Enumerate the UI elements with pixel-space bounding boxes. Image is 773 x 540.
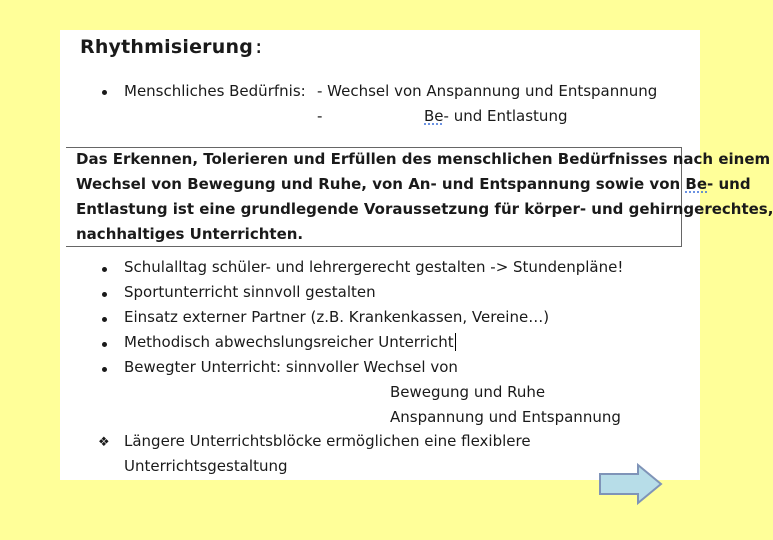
needs-line-2-rest: - und Entlastung [443, 107, 568, 125]
bullet-icon [102, 267, 107, 272]
definition-line-2-end: - und [707, 175, 751, 193]
title-colon: : [253, 36, 265, 58]
list-item-1: Schulalltag schüler- und lehrergerecht gestalten -> Stundenpläne! [124, 258, 624, 276]
definition-line-1: Das Erkennen, Tolerieren und Erfüllen des menschlichen Bedürfnisses nach einem [76, 150, 771, 168]
bullet-icon [102, 90, 107, 95]
slide [60, 30, 773, 480]
diamond-item-line-2: Unterrichtsgestaltung [124, 457, 288, 475]
slide-title [80, 36, 265, 58]
list-item-4-text: Methodisch abwechslungsreicher Unterricht [124, 333, 454, 351]
needs-line-2-prefix: Be [424, 107, 444, 125]
definition-line-2-text: Wechsel von Bewegung und Ruhe, von An- und Entspannung sowie von [76, 175, 686, 193]
needs-label: Menschliches Bedürfnis: [124, 82, 306, 100]
needs-line-1: - Wechsel von Anspannung und Entspannung [317, 82, 658, 100]
bullet-icon [102, 317, 107, 322]
list-item-5: Bewegter Unterricht: sinnvoller Wechsel von [124, 358, 458, 376]
bullet-icon [102, 342, 107, 347]
definition-line-2-prefix: Be [685, 175, 708, 193]
bullet-icon [102, 292, 107, 297]
needs-line-2 [424, 107, 567, 125]
sub-item-2: Anspannung und Entspannung [390, 408, 621, 426]
definition-box [66, 147, 773, 247]
definition-line-4: nachhaltiges Unterrichten. [76, 225, 304, 243]
needs-line-2-dash: - [317, 107, 323, 125]
bullet-icon [102, 367, 107, 372]
list-item-3: Einsatz externer Partner (z.B. Krankenkassen, Vereine…) [124, 308, 550, 326]
next-arrow-icon[interactable] [598, 464, 664, 504]
title-text: Rhythmisierung [80, 36, 253, 58]
list-item-2: Sportunterricht sinnvoll gestalten [124, 283, 376, 301]
definition-line-2 [76, 175, 751, 193]
list-item-4 [124, 333, 456, 351]
diamond-bullet-icon: ❖ [98, 435, 110, 450]
definition-line-3: Entlastung ist eine grundlegende Voraussetzung für körper- und gehirngerechtes, [76, 200, 773, 218]
sub-item-1: Bewegung und Ruhe [390, 383, 546, 401]
diamond-item-line-1: Längere Unterrichtsblöcke ermöglichen eine flexiblere [124, 432, 531, 450]
